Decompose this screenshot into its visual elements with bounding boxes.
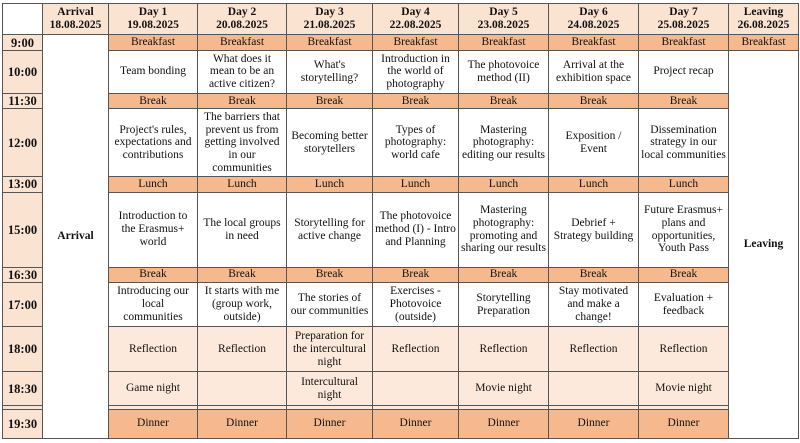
- time-label: 11:30: [3, 94, 43, 109]
- session-cell: What's storytelling?: [287, 50, 373, 94]
- day-date: 19.08.2025: [127, 19, 179, 32]
- session-cell: [549, 372, 639, 406]
- session-cell: Storytelling Preparation: [459, 282, 549, 327]
- time-label: 12:00: [3, 109, 43, 177]
- time-label: 10:00: [3, 50, 43, 94]
- day-name: Day 2: [227, 6, 257, 19]
- day-name: Day 7: [669, 6, 698, 19]
- leaving-block: [729, 50, 799, 438]
- session-cell: [198, 372, 287, 406]
- row-1300: [3, 177, 799, 192]
- time-label: 13:00: [3, 177, 43, 192]
- session-cell: Movie night: [459, 372, 549, 406]
- session-cell: Stay motivated and make a change!: [549, 282, 639, 327]
- breakfast-cell: Breakfast: [639, 35, 729, 50]
- session-cell: Types of photography: world cafe: [373, 109, 459, 177]
- time-label: 18:00: [3, 327, 43, 372]
- session-cell: Mastering photography: editing our results: [459, 109, 549, 177]
- day-name: Day 5: [489, 6, 518, 19]
- time-label: 16:30: [3, 267, 43, 282]
- day-header-5: [459, 4, 549, 35]
- break-cell: Break: [459, 267, 549, 282]
- session-cell: Mastering photography: promoting and sharing our results: [459, 192, 549, 267]
- break-cell: Break: [459, 94, 549, 109]
- day-header-leaving: [729, 4, 799, 35]
- break-cell: Break: [373, 94, 459, 109]
- day-date: 23.08.2025: [477, 19, 530, 32]
- row-1930: [3, 409, 799, 439]
- session-cell: Dissemination strategy in our local communities: [639, 109, 729, 177]
- break-cell: Break: [198, 267, 287, 282]
- row-1000: [3, 50, 799, 94]
- day-date: 21.08.2025: [303, 19, 356, 32]
- session-cell: Introduction to the Erasmus+ world: [109, 192, 198, 267]
- lunch-cell: Lunch: [549, 177, 639, 192]
- break-cell: Break: [287, 267, 373, 282]
- day-header-1: [109, 4, 198, 35]
- row-1700: [3, 282, 799, 327]
- header-corner: [3, 4, 43, 35]
- row-1800: [3, 327, 799, 372]
- break-cell: Break: [109, 267, 198, 282]
- lunch-cell: Lunch: [639, 177, 729, 192]
- session-cell: Evaluation + feedback: [639, 282, 729, 327]
- day-name: Day 1: [138, 6, 168, 19]
- day-header-3: [287, 4, 373, 35]
- dinner-cell: Dinner: [109, 409, 198, 439]
- day-header-7: [639, 4, 729, 35]
- breakfast-cell: Breakfast: [459, 35, 549, 50]
- session-cell: Exposition / Event: [549, 109, 639, 177]
- session-cell: Reflection: [459, 327, 549, 372]
- day-header-6: [549, 4, 639, 35]
- day-date: 18.08.2025: [49, 19, 102, 32]
- dinner-cell: Dinner: [373, 409, 459, 439]
- session-cell: Reflection: [198, 327, 287, 372]
- day-name: Day 3: [315, 6, 344, 19]
- dinner-cell: Dinner: [198, 409, 287, 439]
- session-cell: [373, 372, 459, 406]
- session-cell: Storytelling for active change: [287, 192, 373, 267]
- day-date: 24.08.2025: [567, 19, 620, 32]
- time-label: 9:00: [3, 35, 43, 50]
- break-cell: Break: [639, 267, 729, 282]
- lunch-cell: Lunch: [373, 177, 459, 192]
- day-date: 20.08.2025: [216, 19, 268, 32]
- session-cell: Project recap: [639, 50, 729, 94]
- day-date: 26.08.2025: [737, 19, 790, 32]
- breakfast-cell: Breakfast: [373, 35, 459, 50]
- session-cell: Reflection: [639, 327, 729, 372]
- dinner-cell: Dinner: [549, 409, 639, 439]
- break-cell: Break: [198, 94, 287, 109]
- row-1630: [3, 267, 799, 282]
- schedule-table: [2, 3, 799, 439]
- lunch-cell: Lunch: [459, 177, 549, 192]
- session-cell: Becoming better storytellers: [287, 109, 373, 177]
- session-cell: It starts with me (group work, outside): [198, 282, 287, 327]
- time-label: 19:30: [3, 409, 43, 439]
- session-cell: Project's rules, expectations and contributions: [109, 109, 198, 177]
- row-1830: [3, 372, 799, 406]
- time-label: 17:00: [3, 282, 43, 327]
- breakfast-cell: Breakfast: [198, 35, 287, 50]
- session-cell: Future Erasmus+ plans and opportunities, Youth Pass: [639, 192, 729, 267]
- lunch-cell: Lunch: [287, 177, 373, 192]
- time-label: 18:30: [3, 372, 43, 406]
- breakfast-cell: Breakfast: [549, 35, 639, 50]
- breakfast-cell: Breakfast: [109, 35, 198, 50]
- session-cell: Movie night: [639, 372, 729, 406]
- break-cell: Break: [287, 94, 373, 109]
- session-cell: Intercultural night: [287, 372, 373, 406]
- lunch-cell: Lunch: [198, 177, 287, 192]
- dinner-cell: Dinner: [287, 409, 373, 439]
- day-name: Leaving: [743, 6, 784, 19]
- session-cell: Reflection: [109, 327, 198, 372]
- session-cell: Introduction in the world of photography: [373, 50, 459, 94]
- breakfast-cell: Breakfast: [287, 35, 373, 50]
- break-cell: Break: [373, 267, 459, 282]
- day-date: 22.08.2025: [389, 19, 442, 32]
- arrival-label: Arrival: [57, 230, 94, 243]
- session-cell: The barriers that prevent us from getting involved in our communities: [198, 109, 287, 177]
- header-row: [3, 4, 799, 35]
- session-cell: Preparation for the intercultural night: [287, 327, 373, 372]
- session-cell: What does it mean to be an active citizen?: [198, 50, 287, 94]
- row-1200: [3, 109, 799, 177]
- session-cell: The photovoice method (II): [459, 50, 549, 94]
- session-cell: The photovoice method (I) - Intro and Planning: [373, 192, 459, 267]
- dinner-cell: Dinner: [459, 409, 549, 439]
- time-label: 15:00: [3, 192, 43, 267]
- session-cell: Arrival at the exhibition space: [549, 50, 639, 94]
- session-cell: Team bonding: [109, 50, 198, 94]
- dinner-cell: Dinner: [639, 409, 729, 439]
- row-1130: [3, 94, 799, 109]
- break-cell: Break: [109, 94, 198, 109]
- break-cell: Break: [639, 94, 729, 109]
- session-cell: Debrief + Strategy building: [549, 192, 639, 267]
- break-cell: Break: [549, 267, 639, 282]
- session-cell: Exercises - Photovoice (outside): [373, 282, 459, 327]
- session-cell: Reflection: [549, 327, 639, 372]
- session-cell: Game night: [109, 372, 198, 406]
- lunch-cell: Lunch: [109, 177, 198, 192]
- session-cell: Introducing our local communities: [109, 282, 198, 327]
- day-name: Arrival: [57, 6, 94, 19]
- arrival-block: [43, 35, 109, 439]
- breakfast-cell: Breakfast: [729, 35, 799, 50]
- session-cell: Reflection: [373, 327, 459, 372]
- day-name: Day 4: [401, 6, 430, 19]
- session-cell: The stories of our communities: [287, 282, 373, 327]
- day-header-4: [373, 4, 459, 35]
- session-cell: The local groups in need: [198, 192, 287, 267]
- day-header-arrival: [43, 4, 109, 35]
- leaving-label: Leaving: [743, 237, 784, 250]
- day-date: 25.08.2025: [657, 19, 710, 32]
- break-cell: Break: [549, 94, 639, 109]
- day-header-2: [198, 4, 287, 35]
- row-0900: [3, 35, 799, 50]
- row-1500: [3, 192, 799, 267]
- day-name: Day 6: [579, 6, 608, 19]
